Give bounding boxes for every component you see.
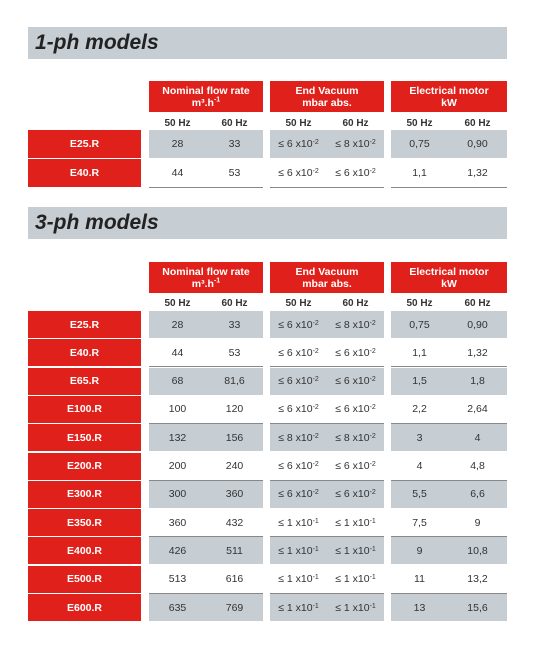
table-cell [391, 424, 448, 451]
cell-value: ≤ 6 x10 [278, 403, 313, 416]
table-cell [449, 396, 506, 423]
table-cell: ≤ 1 x10 $^{-1}$ [278, 573, 319, 586]
cell-value: ≤ 1 x10 [278, 544, 313, 557]
table-cell: ≤ 1 x10 $^{-1}$ [335, 573, 376, 586]
cell-value: 200 [168, 460, 187, 472]
cell-value: 9 [416, 544, 423, 557]
table-cell: ≤ 1 x10 $^{-1}$ [278, 601, 319, 614]
table-row-segment [149, 130, 263, 158]
table-cell [149, 339, 206, 366]
table-cell [391, 130, 448, 158]
table-row-segment [270, 130, 384, 158]
table-cell [149, 424, 206, 451]
table-row-segment [391, 566, 507, 593]
cell-value: ≤ 1 x10 [278, 573, 313, 586]
table-cell: ≤ 6 x10 $^{-2}$ [335, 488, 376, 501]
table-cell [449, 594, 506, 621]
table-cell [206, 311, 263, 338]
cell-value: ≤ 6 x10 [278, 138, 313, 150]
hz-label: 50 Hz [406, 298, 433, 309]
table-row-segment [270, 424, 384, 451]
cell-value: 33 [228, 318, 241, 331]
cell-value: 10,8 [467, 544, 488, 557]
table-cell [391, 311, 448, 338]
cell-value: 432 [225, 516, 244, 529]
cell-value: 132 [168, 431, 187, 444]
hz-label: 60 Hz [342, 298, 369, 309]
table-cell [206, 130, 263, 158]
table-cell: ≤ 1 x10 $^{-1}$ [278, 544, 319, 557]
table-cell [391, 453, 448, 480]
header-motor-unit: kW [441, 96, 457, 109]
table-cell: ≤ 1 x10 $^{-1}$ [335, 601, 376, 614]
cell-value: 4,8 [470, 460, 485, 472]
cell-value: ≤ 1 x10 [335, 544, 370, 557]
table-row-segment [270, 368, 384, 395]
row-divider [270, 187, 384, 188]
table-cell [449, 566, 506, 593]
table-cell [149, 453, 206, 480]
cell-value: 44 [171, 166, 184, 179]
cell-value: 769 [225, 601, 244, 614]
cell-value: 53 [228, 166, 241, 179]
table-row-segment [149, 159, 263, 187]
table-row-segment [149, 396, 263, 423]
header-motor-unit: kW [441, 277, 457, 290]
table-cell: ≤ 6 x10 $^{-2}$ [278, 138, 319, 150]
cell-value: 28 [171, 138, 184, 150]
cell-value: 1,32 [467, 166, 488, 179]
cell-value: 28 [171, 318, 184, 331]
cell-value: 4 [474, 431, 481, 444]
table-row-segment [149, 368, 263, 395]
table-cell: ≤ 6 x10 $^{-2}$ [335, 375, 376, 388]
cell-value: 0,90 [467, 318, 488, 331]
header-end-vacuum-label: End Vacuum [295, 84, 359, 97]
table-cell: ≤ 6 x10 $^{-2}$ [278, 166, 319, 179]
model-name-cell: E100.R [28, 396, 141, 423]
header-motor-label: Electrical motor [409, 265, 489, 278]
header-motor-1ph [391, 81, 507, 112]
table-cell [149, 396, 206, 423]
cell-value: 2,2 [412, 403, 427, 416]
row-divider [391, 187, 507, 188]
cell-value: 13 [413, 601, 426, 614]
hz-label: 50 Hz [164, 118, 191, 129]
table-row-segment [391, 424, 507, 451]
model-name-cell: E300.R [28, 481, 141, 508]
table-cell: ≤ 8 x10 $^{-2}$ [278, 431, 319, 444]
table-cell [206, 537, 263, 564]
cell-value: 7,5 [412, 516, 427, 529]
cell-value: ≤ 1 x10 [335, 601, 370, 614]
model-name-cell: E600.R [28, 594, 141, 621]
cell-value: 360 [225, 488, 244, 501]
cell-value: 513 [168, 573, 187, 586]
header-end-vacuum-unit: mbar abs. [302, 96, 352, 109]
table-row-segment [149, 453, 263, 480]
table-row-segment [270, 311, 384, 338]
cell-value: 2,64 [467, 403, 488, 416]
table-cell [206, 424, 263, 451]
model-name-cell: E350.R [28, 509, 141, 536]
table-row-segment [391, 594, 507, 621]
hz-label: 60 Hz [221, 118, 248, 129]
header-end-vacuum-3ph [270, 262, 384, 293]
cell-value: 426 [168, 544, 187, 557]
cell-value: ≤ 1 x10 [335, 516, 370, 529]
table-cell [149, 130, 206, 158]
table-cell [391, 481, 448, 508]
cell-value: 81,6 [224, 375, 245, 388]
table-row-segment [391, 396, 507, 423]
cell-value: 0,75 [409, 318, 430, 331]
table-cell [391, 594, 448, 621]
table-cell [391, 566, 448, 593]
cell-value: 511 [226, 544, 243, 557]
cell-value: ≤ 8 x10 [335, 318, 370, 331]
model-name-cell: E500.R [28, 566, 141, 593]
table-cell [391, 368, 448, 395]
header-flow-rate-label: Nominal flow rate [162, 265, 250, 278]
table-cell [391, 159, 448, 187]
table-row-segment [270, 509, 384, 536]
cell-value: 5,5 [412, 488, 427, 501]
table-row-segment [149, 566, 263, 593]
header-end-vacuum-label: End Vacuum [295, 265, 359, 278]
table-cell [449, 537, 506, 564]
hz-label: 60 Hz [342, 118, 369, 129]
cell-value: 1,1 [412, 346, 427, 359]
cell-value: 68 [171, 375, 184, 388]
table-cell: ≤ 8 x10 $^{-2}$ [335, 318, 376, 331]
cell-value: 300 [168, 488, 187, 501]
header-end-vacuum-unit: mbar abs. [302, 277, 352, 290]
cell-value: ≤ 6 x10 [335, 403, 370, 416]
table-cell [149, 509, 206, 536]
cell-value: ≤ 8 x10 [335, 138, 370, 150]
cell-value: ≤ 8 x10 [335, 431, 370, 444]
cell-value: 635 [168, 601, 187, 614]
table-row-segment [270, 481, 384, 508]
table-cell: ≤ 8 x10 $^{-2}$ [335, 138, 376, 150]
table-cell [149, 481, 206, 508]
header-motor-label: Electrical motor [409, 84, 489, 97]
cell-value: 1,1 [412, 166, 427, 179]
cell-value: 240 [225, 460, 244, 472]
cell-value: 360 [168, 516, 187, 529]
header-flow-rate-1ph [149, 81, 263, 112]
cell-value: 1,32 [467, 346, 488, 359]
table-row-segment [270, 537, 384, 564]
cell-value: 0,90 [467, 138, 488, 150]
table-row-segment [391, 537, 507, 564]
cell-value: ≤ 6 x10 [335, 166, 370, 179]
cell-value: ≤ 1 x10 [335, 573, 370, 586]
cell-value: 11 [414, 573, 425, 586]
table-cell [391, 509, 448, 536]
table-cell [449, 368, 506, 395]
table-cell [206, 368, 263, 395]
table-row-segment [270, 159, 384, 187]
table-cell [449, 130, 506, 158]
hz-label: 50 Hz [285, 118, 312, 129]
cell-value: ≤ 6 x10 [278, 488, 313, 501]
cell-value: 1,8 [470, 375, 485, 388]
cell-value: 6,6 [470, 488, 485, 501]
table-row-segment [270, 566, 384, 593]
table-cell [206, 594, 263, 621]
table-cell [449, 453, 506, 480]
table-row-segment [391, 368, 507, 395]
table-row-segment [149, 481, 263, 508]
table-cell [206, 339, 263, 366]
cell-value: ≤ 6 x10 [278, 318, 313, 331]
table-cell: ≤ 6 x10 $^{-2}$ [278, 375, 319, 388]
header-flow-rate-3ph [149, 262, 263, 293]
table-cell [206, 453, 263, 480]
table-cell [206, 481, 263, 508]
cell-value: ≤ 6 x10 [278, 375, 313, 388]
table-cell [391, 537, 448, 564]
cell-value: 33 [228, 138, 241, 150]
table-cell [449, 481, 506, 508]
table-row-segment [149, 311, 263, 338]
header-motor-3ph [391, 262, 507, 293]
row-divider [149, 187, 263, 188]
cell-value: 15,6 [467, 601, 488, 614]
table-cell: ≤ 6 x10 $^{-2}$ [278, 403, 319, 416]
model-name-cell: E40.R [28, 159, 141, 187]
table-row-segment [391, 159, 507, 187]
header-flow-rate-label: Nominal flow rate [162, 84, 250, 97]
model-name-cell: E65.R [28, 368, 141, 395]
hz-label: 50 Hz [285, 298, 312, 309]
table-cell: ≤ 6 x10 $^{-2}$ [335, 403, 376, 416]
table-row-segment [270, 594, 384, 621]
table-row-segment [270, 339, 384, 366]
table-cell [149, 368, 206, 395]
cell-value: ≤ 6 x10 [278, 166, 313, 179]
table-cell [449, 339, 506, 366]
table-row-segment [149, 339, 263, 366]
cell-value: 3 [416, 431, 423, 444]
table-row-segment [391, 481, 507, 508]
table-row-segment [149, 424, 263, 451]
table-row-segment [391, 453, 507, 480]
cell-value: ≤ 6 x10 [278, 460, 313, 472]
model-name-cell: E25.R [28, 130, 141, 158]
table-cell: ≤ 6 x10 $^{-2}$ [335, 166, 376, 179]
hz-label: 60 Hz [464, 298, 491, 309]
cell-value: ≤ 6 x10 [335, 375, 370, 388]
table-cell: ≤ 6 x10 $^{-2}$ [335, 346, 376, 359]
table-cell [449, 424, 506, 451]
cell-value: ≤ 6 x10 [335, 460, 370, 472]
table-row-segment [270, 453, 384, 480]
hz-label: 50 Hz [406, 118, 433, 129]
cell-value: ≤ 8 x10 [278, 431, 313, 444]
model-name-cell: E150.R [28, 424, 141, 451]
table-cell: ≤ 1 x10 $^{-1}$ [335, 544, 376, 557]
table-cell [449, 509, 506, 536]
section-title-1ph: 1-ph models [28, 27, 507, 59]
table-cell: ≤ 6 x10 $^{-2}$ [278, 346, 319, 359]
hz-label: 60 Hz [221, 298, 248, 309]
cell-value: 13,2 [467, 573, 488, 586]
table-row-segment [149, 509, 263, 536]
model-name-cell: E40.R [28, 339, 141, 366]
cell-value: 120 [225, 403, 244, 416]
table-row-segment [391, 509, 507, 536]
table-cell: ≤ 8 x10 $^{-2}$ [335, 431, 376, 444]
hz-label: 60 Hz [464, 118, 491, 129]
cell-value: ≤ 6 x10 [335, 488, 370, 501]
cell-value: 4 [416, 460, 423, 472]
table-cell: ≤ 6 x10 $^{-2}$ [278, 460, 319, 472]
table-cell [391, 339, 448, 366]
model-name-cell: E400.R [28, 537, 141, 564]
cell-value: ≤ 1 x10 [278, 601, 313, 614]
table-cell: ≤ 1 x10 $^{-1}$ [278, 516, 319, 529]
table-cell: ≤ 6 x10 $^{-2}$ [278, 488, 319, 501]
section-title-3ph: 3-ph models [28, 207, 507, 239]
table-cell [449, 159, 506, 187]
header-end-vacuum-1ph [270, 81, 384, 112]
table-cell [206, 159, 263, 187]
table-cell: ≤ 1 x10 $^{-1}$ [335, 516, 376, 529]
header-flow-rate-unit: $m^3.h^{-1}$ [191, 277, 221, 290]
cell-value: 1,5 [412, 375, 427, 388]
table-cell [449, 311, 506, 338]
table-row-segment [391, 339, 507, 366]
table-row-segment [149, 594, 263, 621]
cell-value: ≤ 6 x10 [278, 346, 313, 359]
table-cell [206, 566, 263, 593]
cell-value: 53 [228, 346, 241, 359]
table-cell [391, 396, 448, 423]
table-row-segment [270, 396, 384, 423]
cell-value: 100 [168, 403, 187, 416]
table-row-segment [391, 130, 507, 158]
model-name-cell: E200.R [28, 453, 141, 480]
table-cell [149, 566, 206, 593]
table-cell [149, 594, 206, 621]
cell-value: ≤ 1 x10 [278, 516, 313, 529]
model-name-cell: E25.R [28, 311, 141, 338]
hz-label: 50 Hz [164, 298, 191, 309]
cell-value: 156 [225, 431, 244, 444]
cell-value: ≤ 6 x10 [335, 346, 370, 359]
table-cell [149, 537, 206, 564]
table-cell [149, 311, 206, 338]
table-row-segment [149, 537, 263, 564]
cell-value: 0,75 [409, 138, 430, 150]
cell-value: 44 [171, 346, 184, 359]
cell-value: 616 [225, 573, 244, 586]
table-cell [206, 396, 263, 423]
table-cell: ≤ 6 x10 $^{-2}$ [278, 318, 319, 331]
table-row-segment [391, 311, 507, 338]
header-flow-rate-unit: $m^3.h^{-1}$ [191, 96, 221, 109]
cell-value: 9 [474, 516, 481, 529]
table-cell [206, 509, 263, 536]
table-cell [149, 159, 206, 187]
table-cell: ≤ 6 x10 $^{-2}$ [335, 460, 376, 472]
